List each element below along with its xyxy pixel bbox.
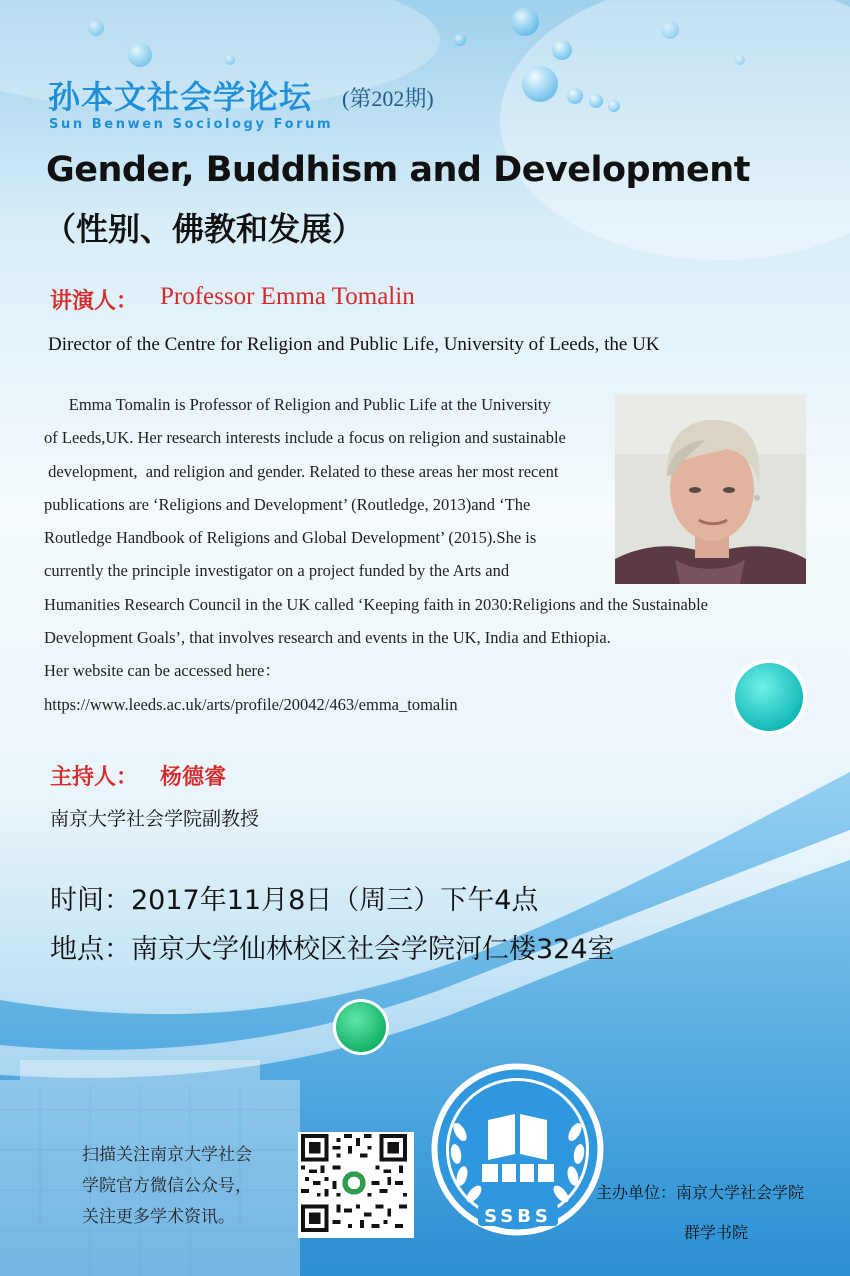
talk-title-chinese: （性别、佛教和发展） — [44, 210, 365, 248]
qr-prompt-line: 关注更多学术资讯。 — [82, 1207, 235, 1227]
host-title: 南京大学社会学院副教授 — [50, 808, 260, 830]
speaker-name: Professor Emma Tomalin — [160, 283, 415, 310]
speaker-website-link[interactable]: https://www.leeds.ac.uk/arts/profile/20042/463/emma_tomalin — [44, 694, 458, 714]
event-time: 时间：2017年11月8日（周三）下午4点 — [50, 885, 539, 916]
bio-line: development, and religion and gender. Related to these areas her most recent — [44, 461, 559, 481]
bio-line: Routledge Handbook of Religions and Global Development’ (2015).She is — [44, 528, 537, 548]
host-name: 杨德睿 — [160, 765, 227, 790]
bio-line: currently the principle investigator on a project funded by the Arts and — [44, 561, 510, 581]
bio-line: Emma Tomalin is Professor of Religion and Public Life at the University — [44, 395, 551, 414]
speaker-affiliation: Director of the Centre for Religion and Public Life, University of Leeds, the UK — [48, 334, 660, 355]
speaker-photo — [615, 394, 806, 584]
qr-prompt-line: 学院官方微信公众号， — [82, 1176, 252, 1196]
organizer-sub: 群学书院 — [684, 1223, 749, 1242]
host-label: 主持人： — [50, 765, 139, 790]
speaker-label: 讲演人： — [50, 289, 139, 314]
forum-title-english: Sun Benwen Sociology Forum — [49, 117, 334, 132]
logo-text: SSBS — [484, 1206, 552, 1227]
wechat-qr-code[interactable] — [298, 1132, 414, 1238]
bio-line: Humanities Research Council in the UK called ‘Keeping faith in 2030:Religions and the Sustainable — [44, 594, 708, 614]
forum-title: 孙本文社会学论坛 — [48, 78, 313, 116]
forum-issue: (第202期) — [342, 86, 434, 111]
qr-prompt — [82, 1140, 302, 1233]
ssbs-logo — [430, 1062, 605, 1237]
talk-title: Gender, Buddhism and Development — [46, 150, 750, 190]
bio-line: Development Goals’, that involves research and events in the UK, India and Ethiopia. — [44, 628, 611, 648]
bio-line: Her website can be accessed here： — [44, 661, 281, 681]
qr-prompt-line: 扫描关注南京大学社会 — [82, 1145, 252, 1165]
bio-line: of Leeds,UK. Her research interests include a focus on religion and sustainable — [44, 428, 566, 448]
organizer: 主办单位：南京大学社会学院 — [596, 1183, 805, 1202]
bio-line: publications are ‘Religions and Development’ (Routledge, 2013)and ‘The — [44, 494, 531, 514]
event-place: 地点：南京大学仙林校区社会学院河仁楼324室 — [50, 934, 615, 965]
